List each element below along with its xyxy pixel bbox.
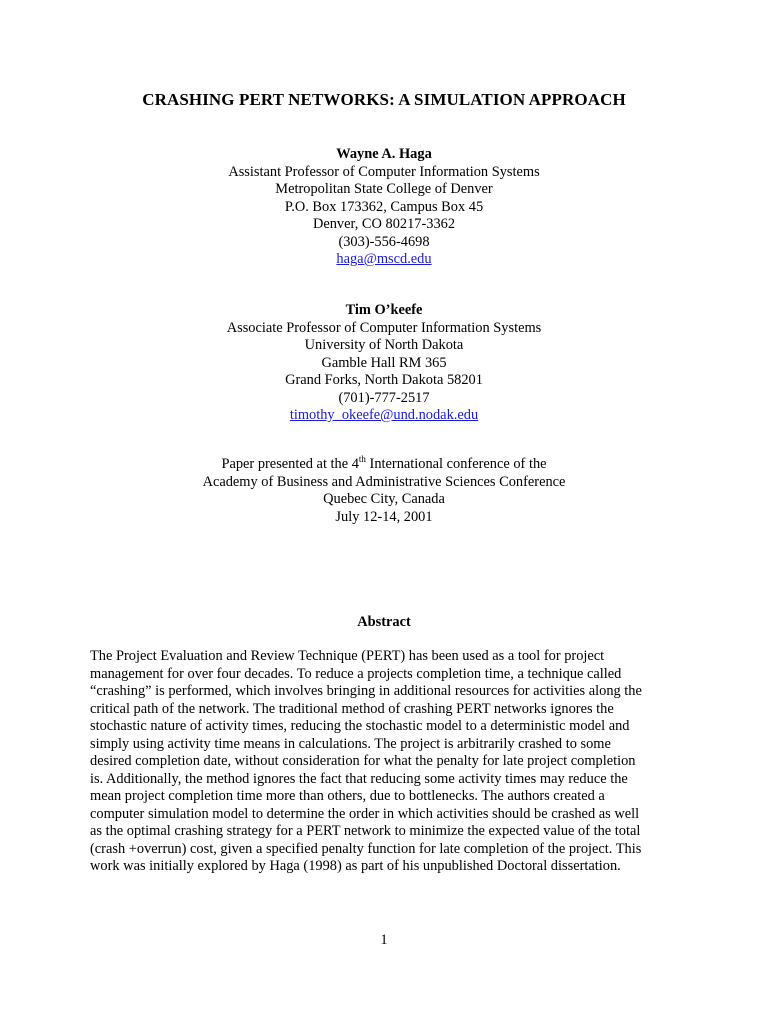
paper-title: CRASHING PERT NETWORKS: A SIMULATION APPROACH: [142, 90, 626, 109]
abstract-heading: Abstract: [357, 614, 411, 630]
abstract-line: work was initially explored by Haga (1998) as part of his unpublished Doctoral dissertation.: [90, 858, 621, 874]
author-address-line: P.O. Box 173362, Campus Box 45: [284, 198, 484, 215]
abstract-line: mean project completion time more than others, due to bottlenecks. The authors created a: [90, 788, 605, 804]
conference-line-1: [0, 456, 768, 474]
page-number: 1: [380, 932, 388, 948]
abstract-line: computer simulation model to determine the order in which activities should be crashed as well: [90, 805, 640, 822]
author-position: Assistant Professor of Computer Information Systems: [228, 163, 540, 180]
abstract-line: desired completion date, without consideration for what the penalty for late project completion: [90, 753, 636, 769]
author-institution: Metropolitan State College of Denver: [275, 181, 493, 197]
author-block-1: [0, 146, 768, 269]
abstract-line: as the optimal crashing strategy for a PERT network to minimize the expected value of the total: [90, 823, 641, 839]
author-institution: University of North Dakota: [304, 337, 464, 353]
ordinal-superscript: th: [358, 454, 366, 464]
author-email-link[interactable]: haga@mscd.edu: [336, 251, 432, 267]
abstract-line: “crashing” is performed, which involves bringing in additional resources for activities along the: [90, 683, 642, 699]
abstract-line: is. Additionally, the method ignores the fact that reducing some activity times may reduce the: [90, 770, 628, 787]
author-email-link[interactable]: timothy_okeefe@und.nodak.edu: [289, 407, 479, 423]
author-address-line: Denver, CO 80217-3362: [312, 216, 456, 232]
author-block-2: [0, 302, 768, 425]
conference-text: International conference of the: [365, 456, 547, 472]
author-address-line: Grand Forks, North Dakota 58201: [285, 372, 483, 388]
conference-line-2: Academy of Business and Administrative Sciences Conference: [202, 473, 566, 490]
abstract-line: stochastic nature of activity times, reducing the stochastic model to a deterministic model and: [90, 718, 630, 734]
abstract-line: simply using activity time means in calculations. The project is arbitrarily crashed to some: [90, 735, 611, 752]
abstract-line: critical path of the network. The traditional method of crashing PERT networks ignores the: [90, 700, 614, 717]
author-name: Tim O’keefe: [345, 302, 423, 318]
abstract-line: The Project Evaluation and Review Technique (PERT) has been used as a tool for project: [90, 648, 605, 664]
conference-note: [0, 456, 768, 526]
abstract-body: [90, 648, 680, 876]
conference-location: Quebec City, Canada: [323, 491, 445, 507]
author-name: Wayne A. Haga: [336, 146, 432, 162]
author-phone: (303)-556-4698: [338, 233, 430, 250]
author-phone: (701)-777-2517: [338, 389, 430, 406]
abstract-line: management for over four decades. To reduce a projects completion time, a technique called: [90, 665, 622, 682]
abstract-line: (crash +overrun) cost, given a specified penalty function for late completion of the project. This: [90, 840, 642, 857]
conference-text: Paper presented at the 4: [221, 456, 359, 472]
author-position: Associate Professor of Computer Information Systems: [226, 319, 542, 336]
conference-dates: July 12-14, 2001: [335, 508, 433, 525]
author-address-line: Gamble Hall RM 365: [321, 354, 447, 371]
